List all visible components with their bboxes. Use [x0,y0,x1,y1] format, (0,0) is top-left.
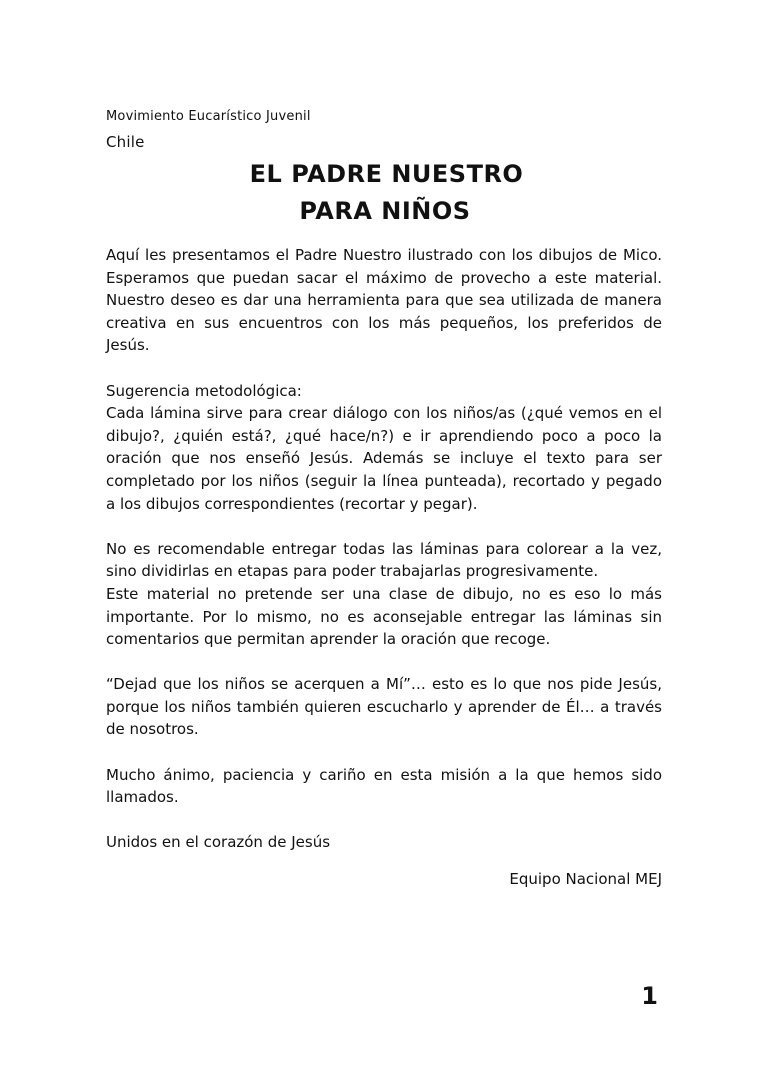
organization-name: Movimiento Eucarístico Juvenil [106,109,311,124]
document-title-line-2: PARA NIÑOS [299,197,471,225]
intro-paragraph: Aquí les presentamos el Padre Nuestro ilustrado con los dibujos de Mico. Esperamos que puedan sacar el máximo de provecho a este material. Nuestro deseo es dar una herramienta para que sea utilizada de manera creativa en sus encuentros con los más pequeños, los preferidos de Jesús. [106,246,662,355]
page-number: 1 [641,982,658,1010]
document-body [106,244,662,854]
signature: Equipo Nacional MEJ [509,870,662,888]
encouragement-paragraph: Mucho ánimo, paciencia y cariño en esta misión a la que hemos sido llamados. [106,765,662,807]
material-paragraph: Este material no pretende ser una clase de dibujo, no es eso lo más importante. Por lo mismo, no es aconsejable entregar las láminas sin comentarios que permitan aprender la oración que recoge. [106,584,662,649]
organization-country: Chile [106,133,145,151]
document-title-line-1: EL PADRE NUESTRO [249,160,524,188]
methodology-heading: Sugerencia metodológica: [106,381,302,400]
closing-line: Unidos en el corazón de Jesús [106,833,331,852]
methodology-paragraph: Cada lámina sirve para crear diálogo con los niños/as (¿qué vemos en el dibujo?, ¿quién está?, ¿qué hace/n?) e ir aprendiendo poco a poco la oración que nos enseñó Jesús. Además se incluye el texto para ser completado por los niños (seguir la línea punteada), recortado y pegado a los dibujos correspondientes (recortar y pegar). [106,404,662,513]
coloring-paragraph: No es recomendable entregar todas las láminas para colorear a la vez, sino dividirlas en etapas para poder trabajarlas progresivamente. [106,539,662,581]
quote-paragraph: “Dejad que los niños se acerquen a Mí”… esto es lo que nos pide Jesús, porque los niños también quieren escucharlo y aprender de Él… a través de nosotros. [106,675,662,739]
